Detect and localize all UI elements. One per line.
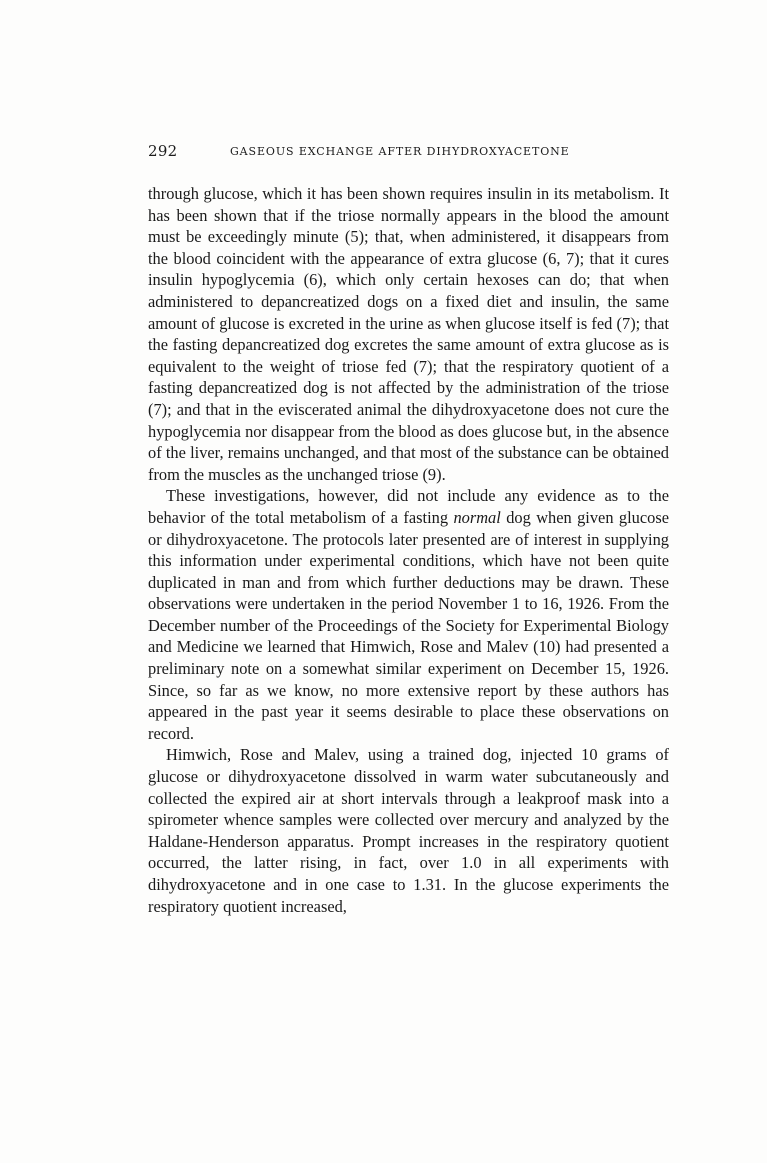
italic-term: normal <box>453 507 501 527</box>
paragraph-himwich: Himwich, Rose and Malev, using a trained dog, injected 10 grams of glucose or dihydroxyacetone dissolved in warm water subcutaneously and collected the expired air at short intervals through a leakproof mask into a spirometer whence samples were collected over mercury and analyzed by the Haldane-Henderson apparatus. Prompt increases in the respiratory quotient occurred, the latter rising, in fact, over 1.0 in all experiments with dihydroxyacetone and in one case to 1.31. In the glucose experiments the respiratory quotient increased, <box>148 745 669 916</box>
running-title: GASEOUS EXCHANGE AFTER DIHYDROXYACETONE <box>230 145 570 158</box>
paragraph-text-start: These investigations, however, did not include any evidence as to the behavior of the total metabolism of a fasting <box>148 486 669 527</box>
page-header <box>148 142 668 164</box>
paragraph-investigations <box>148 485 669 744</box>
page-number: 292 <box>148 142 178 160</box>
paragraph-continuation: through glucose, which it has been shown requires insulin in its metabolism. It has been shown that if the triose normally appears in the blood the amount must be exceedingly minute (5); that, when administered, it disappears from the blood coincident with the appearance of extra glucose (6, 7); that it cures insulin hypoglycemia (6), which only certain hexoses can do; that when administered to depancreatized dogs on a fixed diet and insulin, the same amount of glucose is excreted in the urine as when glucose itself is fed (7); that the fasting depancreatized dog excretes the same amount of extra glucose as is equivalent to the weight of triose fed (7); that the respiratory quotient of a fasting depancreatized dog is not affected by the administration of the triose (7); and that in the eviscerated animal the dihydroxyacetone does not cure the hypoglycemia nor disappear from the blood as does glucose but, in the absence of the liver, remains unchanged, and that most of the substance can be obtained from the muscles as the unchanged triose (9). <box>148 184 669 484</box>
paragraph-text-end: dog when given glucose or dihydroxyacetone. The protocols later presented are of interest in supplying this information under experimental conditions, which have not been quite duplicated in man and from which further deductions may be drawn. These observations were undertaken in the period November 1 to 16, 1926. From the December number of the Proceedings of the Society for Experimental Biology and Medicine we learned that Himwich, Rose and Malev (10) had presented a preliminary note on a somewhat similar experiment on December 15, 1926. Since, so far as we know, no more extensive report by these authors has appeared in the past year it seems desirable to place these observations on record. <box>148 507 669 743</box>
body-text <box>148 183 669 917</box>
